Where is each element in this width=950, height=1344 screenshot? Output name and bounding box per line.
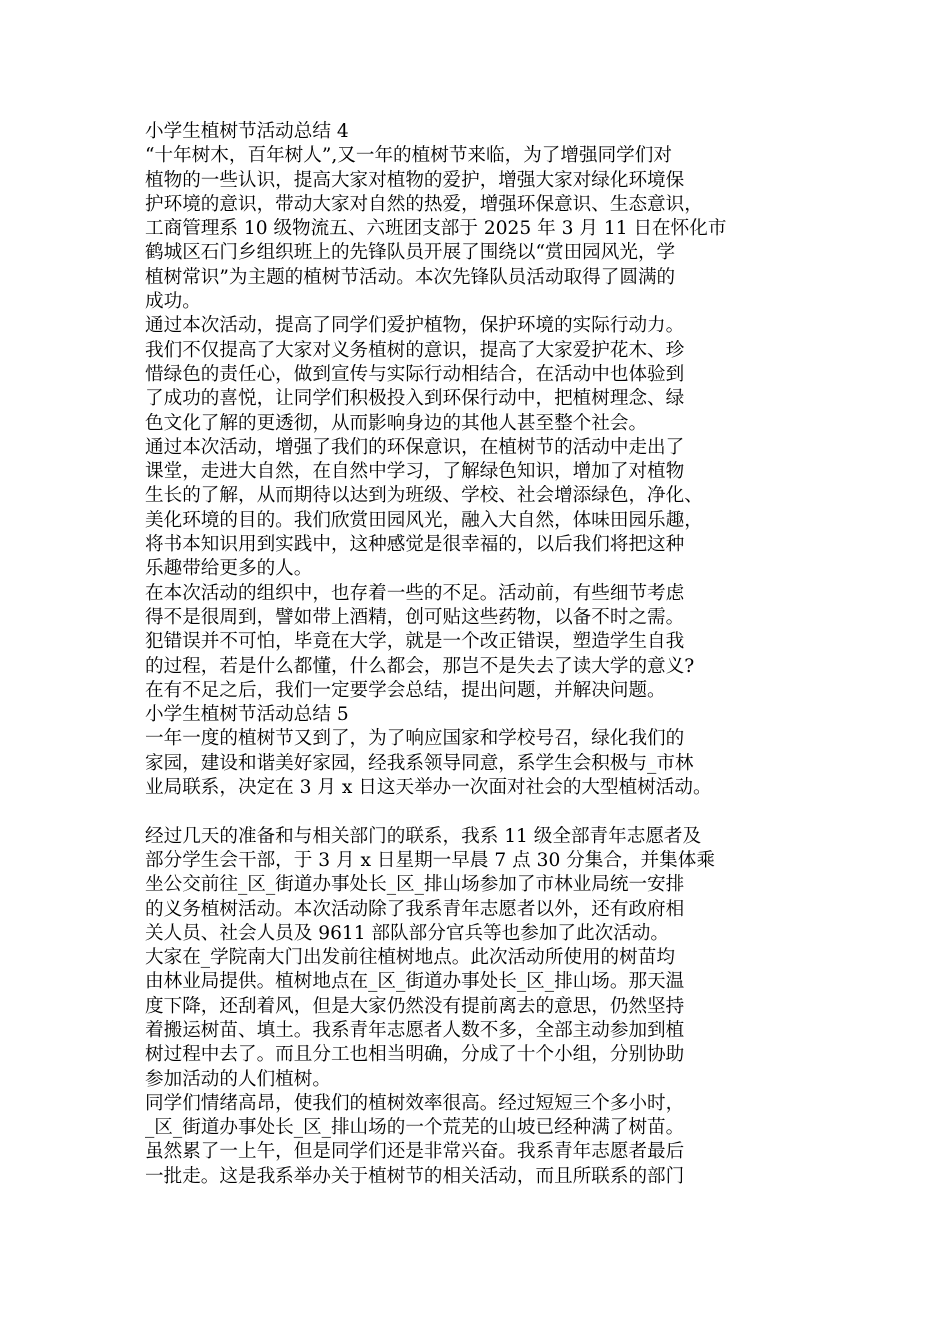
text-line: 关人员、社会人员及 9611 部队部分官兵等也参加了此次活动。 <box>145 922 669 944</box>
text-line: 护环境的意识，带动大家对自然的热爱，增强环保意识、生态意识， <box>145 193 703 215</box>
text-line: 将书本知识用到实践中，这种感觉是很幸福的，以后我们将把这种 <box>145 534 685 556</box>
text-line: 课堂，走进大自然，在自然中学习，了解绿色知识，增加了对植物 <box>145 461 685 483</box>
text-line: 犯错误并不可怕，毕竟在大学，就是一个改正错误，塑造学生自我 <box>145 631 685 653</box>
text-line <box>145 800 805 824</box>
text-line: 度下降，还刮着风，但是大家仍然没有提前离去的意思，仍然坚持 <box>145 995 685 1017</box>
text-line: 成功。 <box>145 291 201 313</box>
text-line: 植树常识”为主题的植树节活动。本次先锋队员活动取得了圆满的 <box>145 266 676 288</box>
text-line: 小学生植树节活动总结 5 <box>145 704 349 726</box>
text-line: 大家在_学院南大门出发前往植树地点。此次活动所使用的树苗均 <box>145 947 675 969</box>
text-line: 树过程中去了。而且分工也相当明确，分成了十个小组，分别协助 <box>145 1044 685 1066</box>
text-line: 色文化了解的更透彻，从而影响身边的其他人甚至整个社会。 <box>145 412 648 434</box>
text-line: 虽然累了一上午，但是同学们还是非常兴奋。我系青年志愿者最后 <box>145 1141 685 1163</box>
text-line: 植物的一些认识，提高大家对植物的爱护，增强大家对绿化环境保 <box>145 169 685 191</box>
text-line: 经过几天的准备和与相关部门的联系，我系 11 级全部青年志愿者及 <box>145 825 702 847</box>
text-line: 的义务植树活动。本次活动除了我系青年志愿者以外，还有政府相 <box>145 898 685 920</box>
text-line: 在有不足之后，我们一定要学会总结，提出问题，并解决问题。 <box>145 679 666 701</box>
text-line: 在本次活动的组织中，也存着一些的不足。活动前，有些细节考虑 <box>145 582 685 604</box>
text-line: 家园，建设和谐美好家园，经我系领导同意，系学生会积极与_市林 <box>145 752 694 774</box>
text-line: 参加活动的人们植树。 <box>145 1068 331 1090</box>
text-line: 同学们情绪高昂，使我们的植树效率很高。经过短短三个多小时， <box>145 1092 685 1114</box>
text-line: _区_街道办事处长_区_排山场的一个荒芜的山坡已经种满了树苗。 <box>145 1117 685 1139</box>
text-line: 部分学生会干部，于 3 月 x 日星期一早晨 7 点 30 分集合，并集体乘 <box>145 849 715 871</box>
text-line: 业局联系，决定在 3 月 x 日这天举办一次面对社会的大型植树活动。 <box>145 777 712 799</box>
text-line: 乐趣带给更多的人。 <box>145 558 313 580</box>
text-line: 通过本次活动，增强了我们的环保意识，在植树节的活动中走出了 <box>145 436 685 458</box>
text-line: 的过程，若是什么都懂，什么都会，那岂不是失去了读大学的意义? <box>145 655 695 677</box>
text-line: 着搬运树苗、填土。我系青年志愿者人数不多，全部主动参加到植 <box>145 1019 685 1041</box>
text-line: 惜绿色的责任心，做到宣传与实际行动相结合，在活动中也体验到 <box>145 363 685 385</box>
text-line: 一批走。这是我系举办关于植树节的相关活动，而且所联系的部门 <box>145 1165 685 1187</box>
text-line: 生长的了解，从而期待以达到为班级、学校、社会增添绿色，净化、 <box>145 485 703 507</box>
text-line: 得不是很周到，譬如带上酒精，创可贴这些药物，以备不时之需。 <box>145 606 685 628</box>
text-line: 我们不仅提高了大家对义务植树的意识，提高了大家爱护花木、珍 <box>145 339 685 361</box>
text-line: 由林业局提供。植树地点在_区_街道办事处长_区_排山场。那天温 <box>145 971 685 993</box>
text-line: 工商管理系 10 级物流五、六班团支部于 2025 年 3 月 11 日在怀化市 <box>145 218 727 240</box>
document-body <box>145 120 805 1189</box>
text-line: 美化环境的目的。我们欣赏田园风光，融入大自然，体味田园乐趣， <box>145 509 703 531</box>
text-line: 坐公交前往_区_街道办事处长_区_排山场参加了市林业局统一安排 <box>145 874 685 896</box>
text-line: 了成功的喜悦，让同学们积极投入到环保行动中，把植树理念、绿 <box>145 388 685 410</box>
text-line: “十年树木，百年树人”,又一年的植树节来临，为了增强同学们对 <box>145 145 672 167</box>
text-line: 一年一度的植树节又到了，为了响应国家和学校号召，绿化我们的 <box>145 728 685 750</box>
text-line: 小学生植树节活动总结 4 <box>145 121 349 142</box>
text-line: 鹤城区石门乡组织班上的先锋队员开展了围绕以“赏田园风光，学 <box>145 242 676 264</box>
text-line: 通过本次活动，提高了同学们爱护植物，保护环境的实际行动力。 <box>145 315 685 337</box>
